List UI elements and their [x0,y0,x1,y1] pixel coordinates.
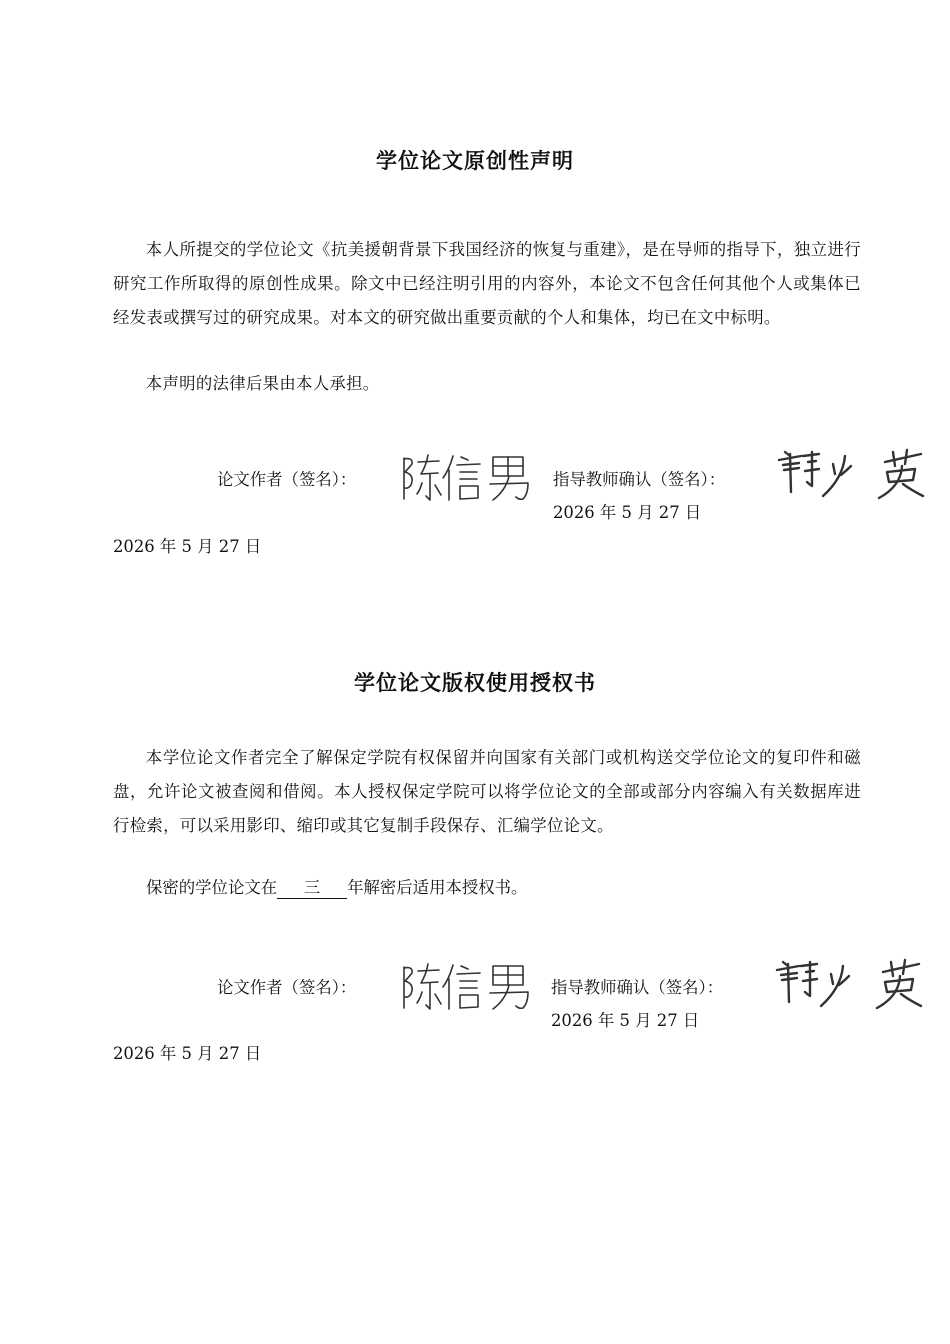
declaration-title: 学位论文原创性声明 [376,149,574,173]
authorization-advisor-date: 2026 年 5 月 27 日 [551,1011,700,1030]
secrecy-line [113,876,527,900]
declaration-author-signature [398,452,536,504]
secrecy-prefix: 保密的学位论文在 [146,878,278,897]
declaration-author-date: 2026 年 5 月 27 日 [113,537,262,556]
authorization-author-date: 2026 年 5 月 27 日 [113,1044,262,1063]
declaration-legal-paragraph: 本声明的法律后果由本人承担。 [145,374,380,393]
authorization-author-signature [398,961,536,1013]
secrecy-years-field: 三 [277,878,347,899]
declaration-advisor-date: 2026 年 5 月 27 日 [553,503,702,522]
declaration-author-label: 论文作者（签名）： [217,470,357,489]
secrecy-suffix: 年解密后适用本授权书。 [347,878,528,897]
declaration-paragraph: 本人所提交的学位论文《抗美援朝背景下我国经济的恢复与重建》，是在导师的指导下，独立进行研究工作所取得的原创性成果。除文中已经注明引用的内容外，本论文不包含任何其他个人或集体已经发表或撰写过的研究成果。对本文的研究做出重要贡献的个人和集体，均已在文中标明。 [113,240,861,327]
authorization-author-label: 论文作者（签名）： [217,978,357,997]
authorization-advisor-signature [773,954,925,1012]
declaration-advisor-label: 指导教师确认（签名）： [553,470,726,489]
authorization-title: 学位论文版权使用授权书 [354,671,596,695]
authorization-advisor-label: 指导教师确认（签名）： [551,978,724,997]
declaration-advisor-signature [775,444,927,502]
authorization-paragraph: 本学位论文作者完全了解保定学院有权保留并向国家有关部门或机构送交学位论文的复印件和磁盘，允许论文被查阅和借阅。本人授权保定学院可以将学位论文的全部或部分内容编入有关数据库进行检索，可以采用影印、缩印或其它复制手段保存、汇编学位论文。 [113,748,861,835]
